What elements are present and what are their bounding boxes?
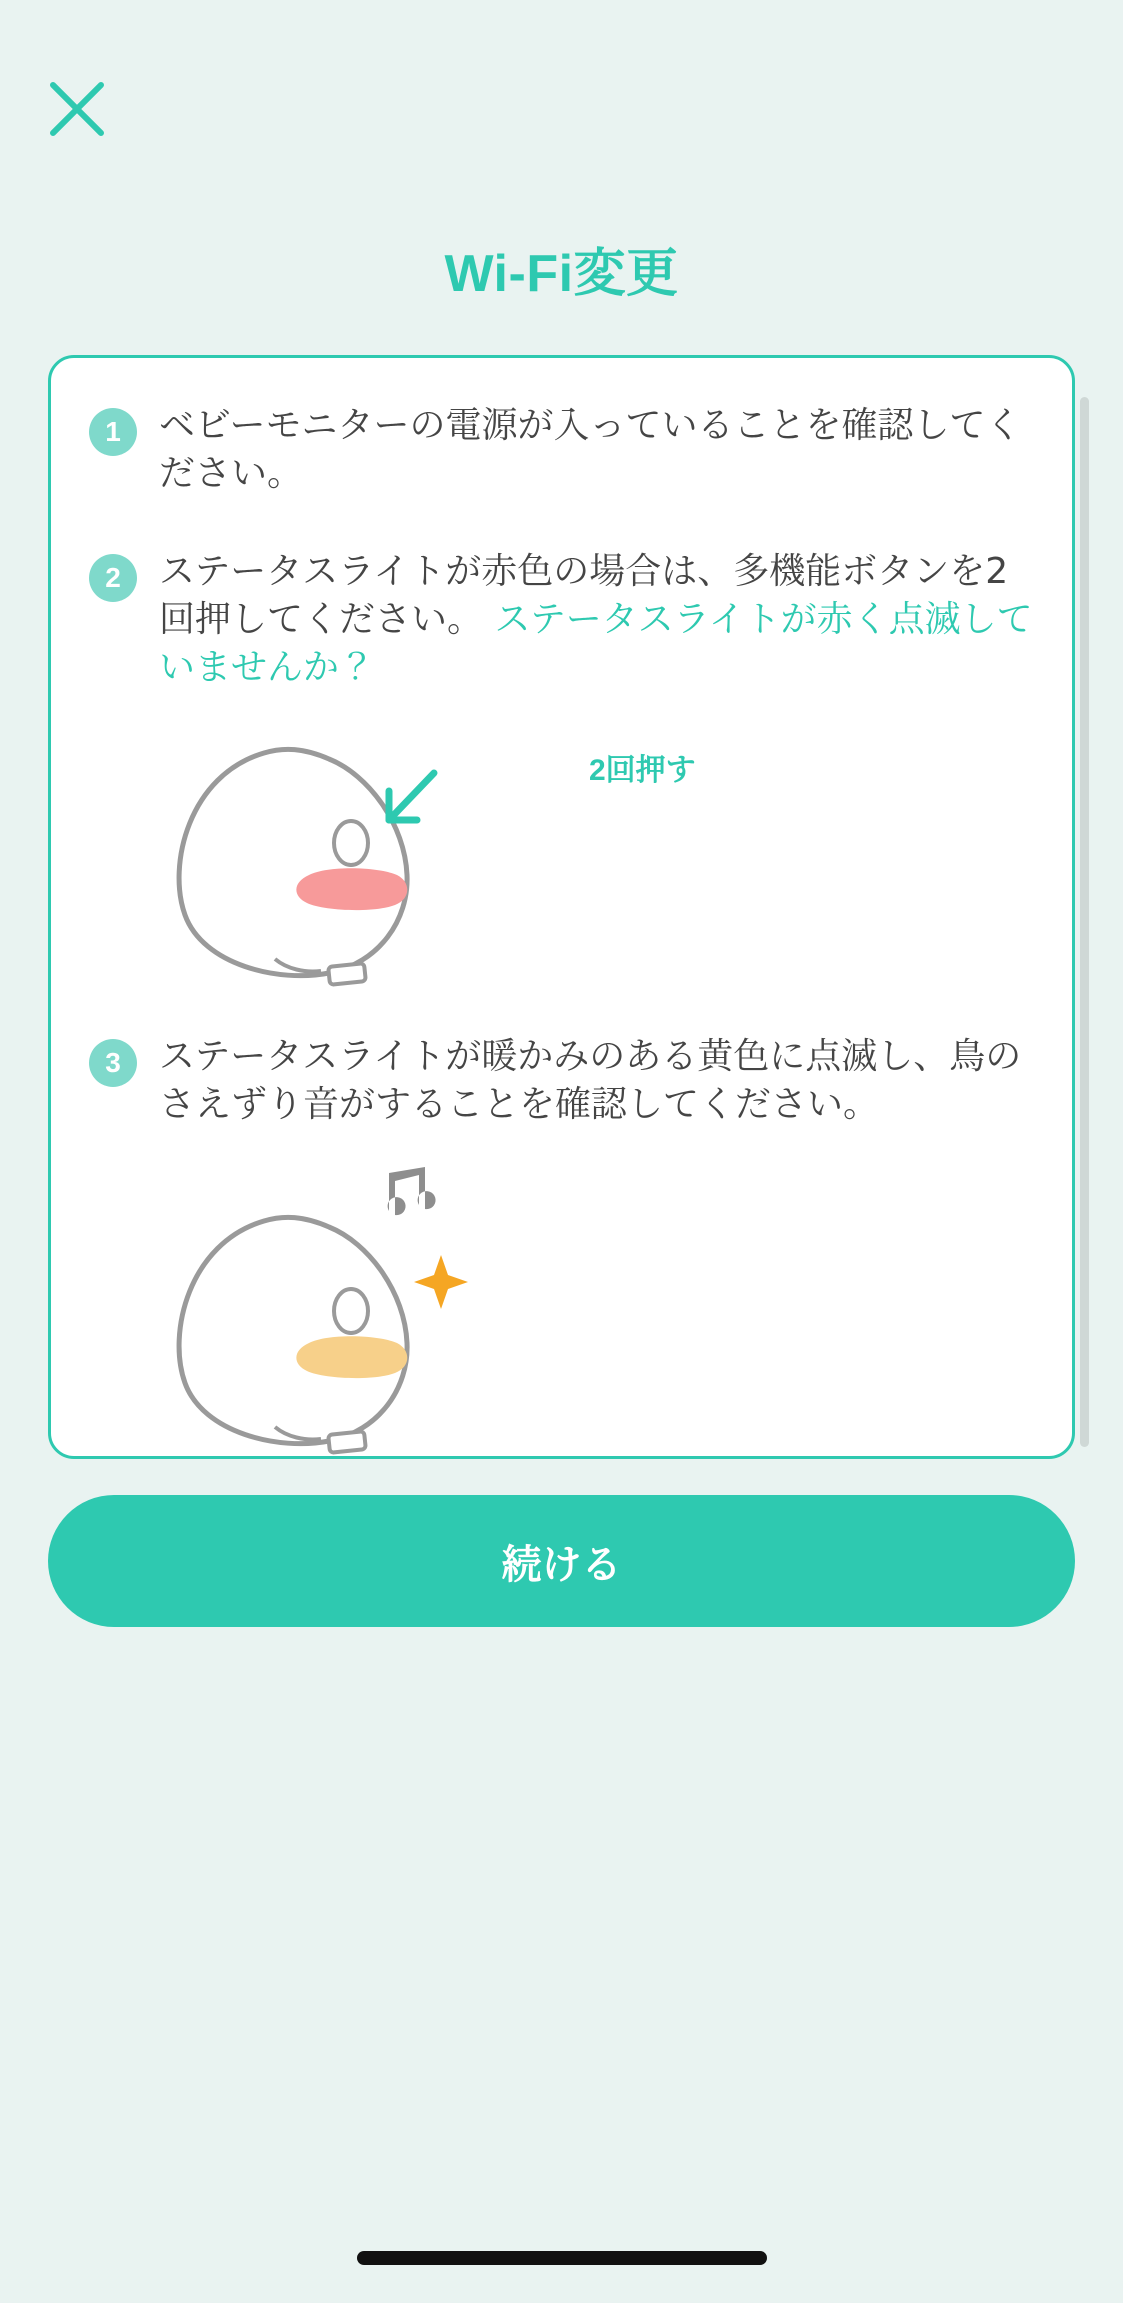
instructions-card <box>48 355 1075 1459</box>
step-text-main: ステータスライトが赤色の場合は、多機能ボタンを2回押してください。 <box>159 550 1009 640</box>
step-item-1 <box>89 402 1034 498</box>
close-button[interactable] <box>40 72 114 146</box>
baby-monitor-red-light-illustration <box>89 715 1034 995</box>
instructions-card-wrapper <box>48 355 1075 1459</box>
step-text: ステータスライトが暖かみのある黄色に点滅し、鳥のさえずり音がすることを確認してください。 <box>159 1036 1022 1126</box>
sparkle-icon <box>414 1255 468 1309</box>
card-scrollbar[interactable] <box>1080 397 1089 1447</box>
step-number-badge: 1 <box>89 408 137 456</box>
page-title: Wi-Fi変更 <box>444 245 679 303</box>
press-twice-label: 2回押す <box>589 754 696 788</box>
home-indicator <box>357 2251 767 2265</box>
monitor-yellow-graphic <box>89 1163 649 1459</box>
step-number-badge: 2 <box>89 554 137 602</box>
baby-monitor-yellow-light-illustration <box>89 1163 1034 1459</box>
step-number-badge: 3 <box>89 1039 137 1087</box>
step-item-2 <box>89 548 1034 692</box>
step-item-3 <box>89 1033 1034 1129</box>
step-text: ベビーモニターの電源が入っていることを確認してください。 <box>159 405 1022 494</box>
step-text <box>159 548 1034 692</box>
close-icon <box>47 79 107 139</box>
continue-button[interactable]: 続ける <box>48 1495 1075 1627</box>
music-note-icon <box>388 1167 436 1215</box>
monitor-red-graphic <box>89 715 649 995</box>
status-light-link[interactable]: ステータスライトが赤く点滅していませんか？ <box>159 598 1033 688</box>
